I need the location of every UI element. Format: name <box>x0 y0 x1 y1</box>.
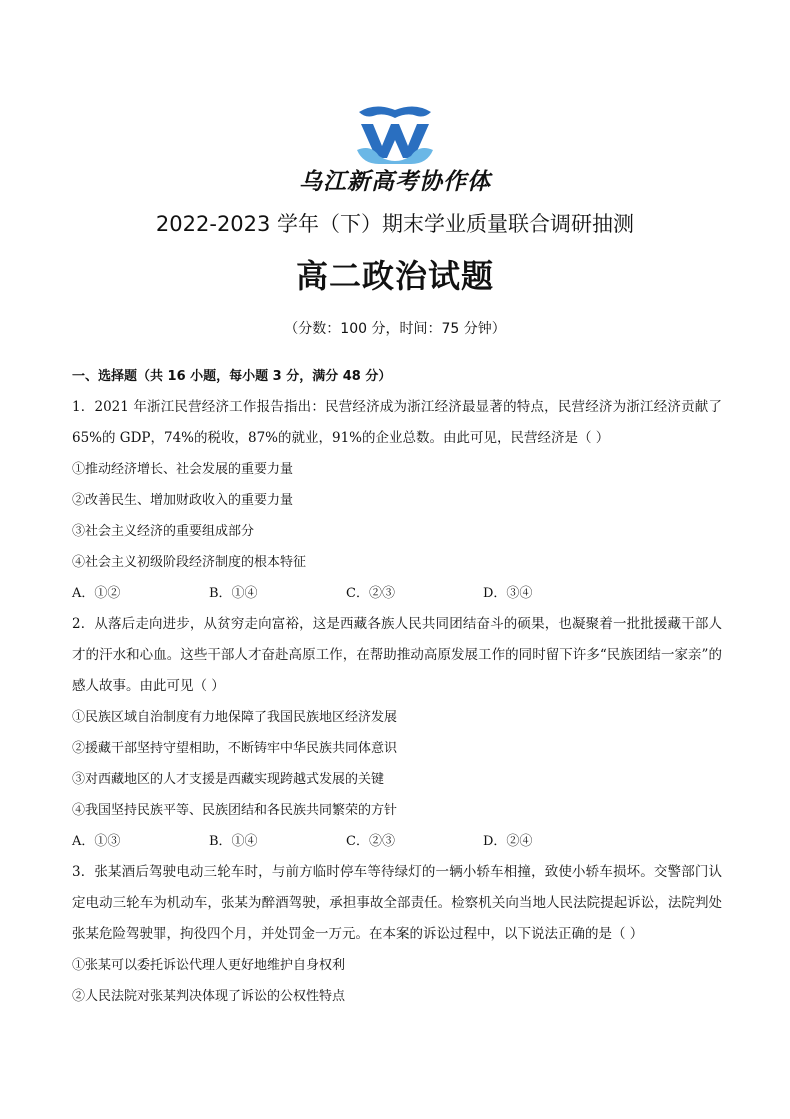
statement-option: ①张某可以委托诉讼代理人更好地维护自身权利 <box>72 958 346 973</box>
choice-b: B．①④ <box>209 586 258 601</box>
question-2 <box>72 609 722 857</box>
wujiang-logo-icon <box>355 104 435 166</box>
choice-d: D．③④ <box>483 586 533 601</box>
question-3 <box>72 857 722 1012</box>
choice-d: D．②④ <box>483 834 533 849</box>
question-stem: 1．2021 年浙江民营经济工作报告指出：民营经济成为浙江经济最显著的特点，民营经济为浙江经济贡献了 65%的 GDP，74%的税收，87%的就业，91%的企业总数。由此可见，民营经济是（ ） <box>72 399 722 446</box>
answer-choices <box>72 826 722 857</box>
question-list <box>72 367 722 1012</box>
statement-option: ②改善民生、增加财政收入的重要力量 <box>72 493 294 508</box>
choice-c: C．②③ <box>346 834 395 849</box>
choice-c: C．②③ <box>346 586 395 601</box>
statement-option: ①民族区域自治制度有力地保障了我国民族地区经济发展 <box>72 710 398 725</box>
statement-option: ③对西藏地区的人才支援是西藏实现跨越式发展的关键 <box>72 772 385 787</box>
exam-meta: （分数：100 分，时间：75 分钟） <box>284 321 506 337</box>
organization-name: 乌江新高考协作体 <box>299 169 491 195</box>
statement-option: ①推动经济增长、社会发展的重要力量 <box>72 462 294 477</box>
choice-b: B．①④ <box>209 834 258 849</box>
answer-choices <box>72 578 722 609</box>
page-title: 高二政治试题 <box>295 257 494 295</box>
statement-option: ③社会主义经济的重要组成部分 <box>72 524 255 539</box>
statement-option: ④社会主义初级阶段经济制度的根本特征 <box>72 555 307 570</box>
question-stem: 3．张某酒后驾驶电动三轮车时，与前方临时停车等待绿灯的一辆小轿车相撞，致使小轿车损坏。交警部门认定电动三轮车为机动车，张某为醉酒驾驶，承担事故全部责任。检察机关向当地人民法院提起诉讼，法院判处张某危险驾驶罪，拘役四个月，并处罚金一万元。在本案的诉讼过程中，以下说法正确的是（ ） <box>72 864 722 942</box>
section-heading: 一、选择题（共 16 小题，每小题 3 分，满分 48 分） <box>72 369 392 384</box>
choice-a: A．①③ <box>72 834 121 849</box>
statement-option: ④我国坚持民族平等、民族团结和各民族共同繁荣的方针 <box>72 803 398 818</box>
question-1 <box>72 392 722 609</box>
statement-option: ②援藏干部坚持守望相助，不断铸牢中华民族共同体意识 <box>72 741 398 756</box>
exam-subtitle: 2022-2023 学年（下）期末学业质量联合调研抽测 <box>155 212 635 236</box>
question-stem: 2．从落后走向进步，从贫穷走向富裕，这是西藏各族人民共同团结奋斗的硕果，也凝聚着一批批援藏干部人才的汗水和心血。这些干部人才奋赴高原工作，在帮助推动高原发展工作的同时留下许多“民族团结一家亲”的感人故事。由此可见（ ） <box>72 616 722 694</box>
statement-option: ②人民法院对张某判决体现了诉讼的公权性特点 <box>72 989 346 1004</box>
choice-a: A．①② <box>72 586 121 601</box>
